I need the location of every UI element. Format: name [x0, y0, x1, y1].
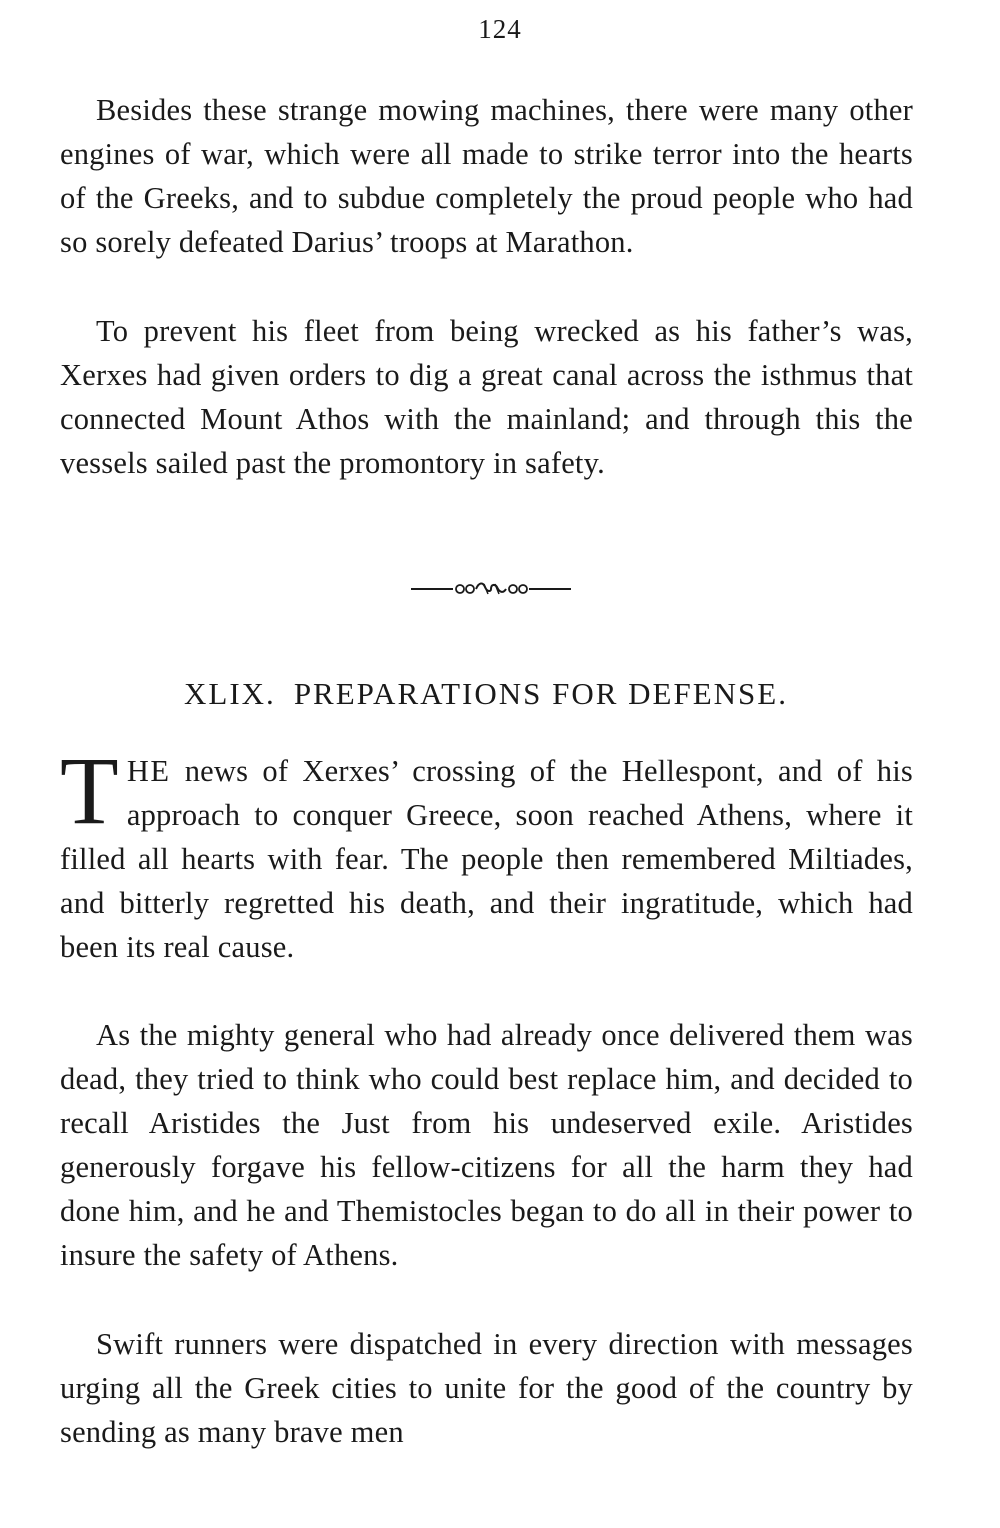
- opening-text: news of Xerxes’ crossing of the Hellespont, and of his approach to conquer Greece, soon reached Athens, where it filled all hearts with fear. The people then remembered Miltiades, and bitterly regretted his death, and their ingratitude, which had been its real cause.: [60, 754, 913, 964]
- paragraph: Swift runners were dispatched in every direction with messages urging all the Greek cities to unite for the good of the country by sending as many brave men: [60, 1327, 913, 1449]
- paragraph: Besides these strange mowing machines, there were many other engines of war, which were all made to strike terror into the hearts of the Greeks, and to subdue completely the proud people who had so sorely defeated Darius’ troops at Marathon.: [60, 93, 913, 259]
- chapter-opening-paragraph: [60, 737, 913, 969]
- opening-small-caps: HE: [126, 754, 171, 788]
- paragraph: As the mighty general who had already once delivered them was dead, they tried to think who could best replace him, and decided to recall Aristides the Just from his undeserved exile. Aristides generously forgave his fellow-citizens for all the harm they had done him, and he and Themistocles began to do all in their power to insure the safety of Athens.: [60, 1018, 913, 1272]
- chapter-number: XLIX.: [184, 676, 276, 711]
- paragraph: To prevent his fleet from being wrecked as his father’s was, Xerxes had given orders to dig a great canal across the isthmus that connected Mount Athos with the mainland; and through this the vessels sailed past the promontory in safety.: [60, 314, 913, 480]
- chapter-heading: [0, 672, 972, 716]
- page-number: 124: [478, 14, 522, 44]
- section-divider-ornament: [409, 578, 573, 600]
- chapter-title: PREPARATIONS FOR DEFENSE.: [293, 676, 788, 711]
- drop-cap: T: [60, 737, 119, 844]
